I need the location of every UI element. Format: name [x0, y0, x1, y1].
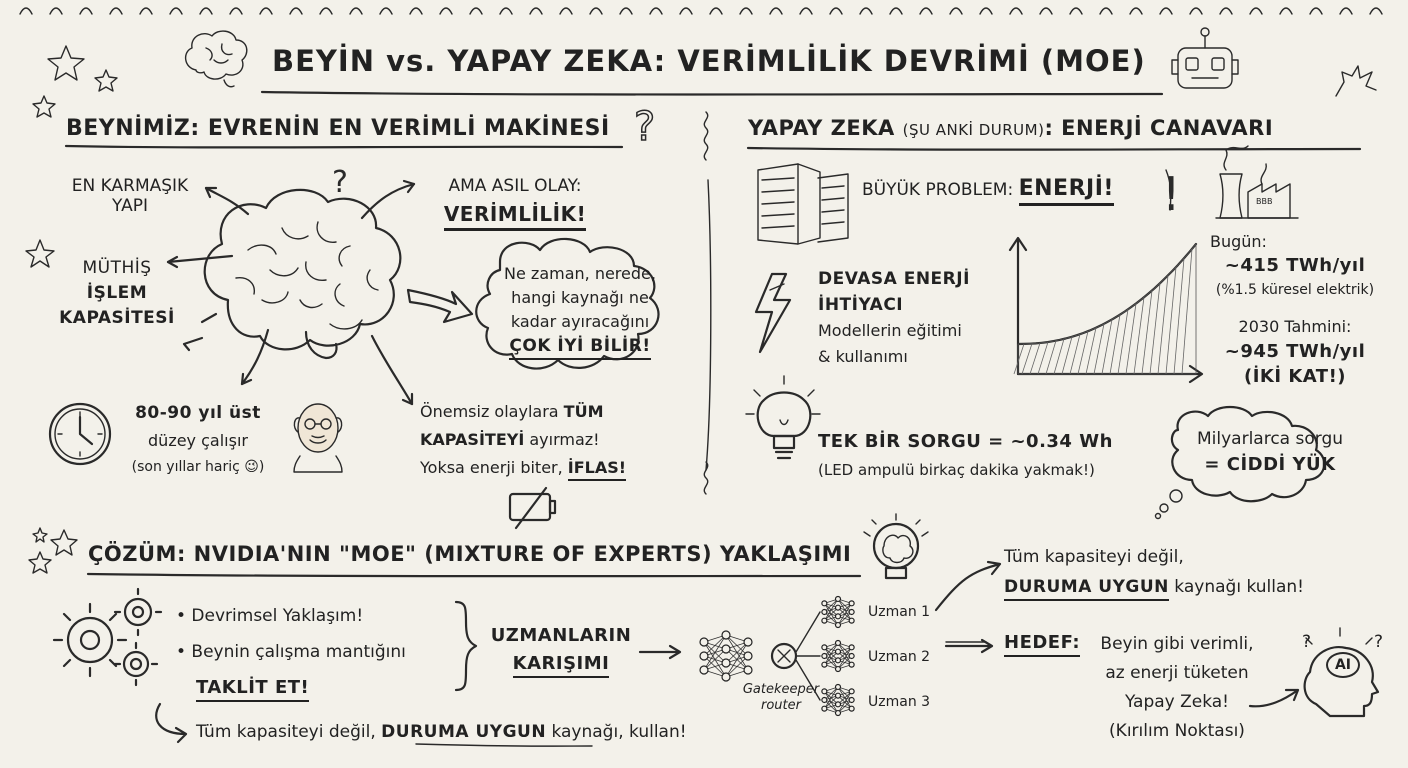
empty-battery-icon — [510, 488, 555, 528]
complex-structure-label — [58, 176, 202, 216]
cloud-line-3: kadar ayıracağını — [510, 312, 650, 331]
cloud-line-4 — [482, 334, 678, 358]
heading-underline — [748, 148, 1360, 150]
star-icon — [33, 96, 55, 117]
hatch-line — [1054, 339, 1064, 374]
arrow-icon — [408, 290, 472, 322]
power-plant-icon — [1216, 146, 1298, 218]
years-line-2: düzey çalışır — [148, 431, 248, 450]
star-icon — [51, 530, 77, 555]
unimportant-bold: TÜM — [563, 402, 604, 421]
bottom-bold: DURUMA UYGUN — [381, 722, 547, 742]
server-rack-icon — [758, 164, 848, 244]
star-icon — [26, 240, 54, 267]
expert-1-label: Uzman 1 — [868, 604, 931, 620]
bankrupt-keyword: İFLAS! — [568, 458, 626, 481]
expert-3-network-node — [849, 698, 854, 703]
question-mark-icon: ? — [332, 165, 348, 200]
today-label: Bugün: — [1210, 232, 1267, 251]
star-icon — [33, 528, 47, 542]
divider-squiggle — [704, 112, 707, 160]
goal-line-1: Beyin gibi verimli, — [1100, 634, 1254, 654]
expert-1-network-node — [849, 618, 854, 623]
bullet-1: • Devrimsel Yaklaşım! — [176, 606, 364, 626]
use-suitable-resource-label — [1004, 542, 1304, 602]
capacity-line-3: KAPASİTESİ — [59, 308, 175, 328]
main-network-node — [722, 673, 730, 681]
elderly-man-icon — [294, 404, 342, 472]
goal-keyword: HEDEF: — [1004, 632, 1080, 657]
growth-curve — [1018, 244, 1196, 344]
forecast-value: ~945 TWh/yıl — [1224, 341, 1366, 362]
exclamation-icon: ! — [1162, 167, 1181, 221]
expert-2-network-node — [836, 641, 841, 646]
use-line2-rest: kaynağı kullan! — [1168, 577, 1304, 597]
lightning-icon — [756, 274, 790, 352]
need-line-1: DEVASA ENERJİ — [818, 269, 970, 289]
efficiency-keyword: VERİMLİLİK! — [444, 202, 586, 231]
clock-icon — [50, 404, 110, 464]
bottom-rest: kaynağı, kullan! — [546, 722, 687, 742]
main-network-node — [744, 638, 752, 646]
cloud-line-2: hangi kaynağı ne — [511, 288, 649, 307]
star-icon — [48, 46, 84, 80]
gatekeeper-line-1: Gatekeeper — [742, 682, 820, 697]
main-network-node — [722, 631, 730, 639]
expert-networks — [822, 597, 854, 716]
main-network-node — [722, 645, 730, 653]
growth-fill — [1018, 244, 1196, 374]
expert-1-network-node — [836, 597, 841, 602]
star-icon — [29, 552, 51, 573]
heading-underline — [66, 146, 622, 147]
page-title: BEYİN vs. YAPAY ZEKA: VERİMLİLİK DEVRİMİ (MOE) — [272, 44, 1146, 78]
ai-section-heading — [748, 116, 1273, 140]
cloud-line-1: Ne zaman, nerede, — [504, 264, 656, 283]
today-note: (%1.5 küresel elektrik) — [1215, 282, 1375, 298]
solution-heading-part-2: NVIDIA'NIN "MOE" (MIXTURE OF EXPERTS) YAKLAŞIMI — [185, 542, 852, 566]
efficiency-line-1: AMA ASIL OLAY: — [448, 176, 582, 196]
growth-hatch — [1014, 249, 1192, 374]
brain-arrows — [168, 181, 414, 404]
cloud-text — [482, 262, 678, 358]
solution-heading — [88, 542, 851, 566]
question-mark-icon: ? — [634, 104, 656, 150]
arrow-icon — [640, 646, 680, 658]
question-mark-icon: ? — [1374, 632, 1384, 652]
expert-3-network-node — [849, 689, 854, 694]
arrow-icon — [936, 562, 1000, 610]
single-query-label — [818, 428, 1113, 484]
goal-text — [1082, 630, 1272, 746]
expert-3-network-node — [836, 693, 841, 698]
forecast-label: 2030 Tahmini: — [1238, 317, 1352, 336]
unimportant-events-label — [420, 398, 700, 482]
main-network-node — [744, 666, 752, 674]
cloud-emphasis: ÇOK İYİ BİLİR! — [509, 336, 650, 360]
problem-prefix: BÜYÜK PROBLEM: — [862, 180, 1019, 200]
main-network-node — [722, 659, 730, 667]
hatch-line — [1062, 337, 1072, 374]
forecast-note: (İKİ KAT!) — [1243, 366, 1347, 387]
complex-line-2: YAPI — [112, 196, 148, 216]
factory-label: BBB — [1256, 197, 1273, 206]
expert-2-network-node — [836, 667, 841, 672]
gatekeeper-line-2: router — [761, 698, 801, 713]
solution-bullets — [176, 598, 406, 706]
big-problem-label — [862, 176, 1114, 201]
years-line-1: 80-90 yıl üst — [135, 403, 261, 423]
mixture-line-1: UZMANLARIN — [490, 625, 632, 646]
capacity-line-2: İŞLEM — [86, 283, 148, 303]
title-underline — [262, 92, 1162, 95]
expert-2-network-node — [822, 662, 827, 667]
expert-3-network-node — [849, 706, 854, 711]
expert-1-network-node — [836, 614, 841, 619]
efficiency-line-2 — [420, 200, 610, 228]
hatch-line — [1038, 342, 1048, 374]
years-line-3: (son yıllar hariç 😉) — [131, 459, 265, 475]
solution-heading-part-1: ÇÖZÜM: — [88, 542, 186, 566]
hatch-line — [1022, 344, 1032, 374]
mixture-line-2: KARIŞIMI — [513, 653, 610, 678]
goal-label — [1004, 632, 1080, 653]
heading-underline — [88, 574, 860, 576]
billions-line-2: = CİDDİ YÜK — [1204, 454, 1336, 475]
gatekeeper-label — [736, 682, 826, 714]
unimportant-prefix: Önemsiz olaylara — [420, 402, 564, 421]
use-line-1: Tüm kapasiteyi değil, — [1004, 547, 1184, 567]
forecast-consumption — [1196, 314, 1394, 389]
today-consumption — [1196, 230, 1394, 302]
bracket — [456, 602, 476, 690]
complex-line-1: EN KARMAŞIK — [71, 176, 189, 196]
expert-1-network-node — [836, 605, 841, 610]
goal-line-4: (Kırılım Noktası) — [1109, 721, 1245, 741]
bottom-note — [196, 722, 687, 742]
expert-1-network-node — [849, 601, 854, 606]
energy-need-label — [818, 266, 1008, 370]
unimportant-line2-bold: KAPASİTEYİ — [420, 430, 525, 449]
unimportant-line2-rest: ayırmaz! — [524, 430, 600, 449]
main-network-node — [744, 652, 752, 660]
star-icon — [95, 70, 117, 91]
ai-badge: AI — [1326, 652, 1360, 678]
energy-growth-chart — [1010, 238, 1202, 382]
energy-keyword: ENERJİ! — [1019, 176, 1114, 206]
goal-line-3: Yapay Zeka! — [1124, 692, 1230, 712]
expert-2-network-node — [822, 645, 827, 650]
underline — [416, 744, 592, 746]
bottom-prefix: Tüm kapasiteyi değil, — [196, 722, 382, 742]
ai-heading-part-1: YAPAY ZEKA — [748, 116, 895, 140]
mixture-of-experts-label — [486, 622, 636, 678]
brain-section-heading: BEYNİMİZ: EVRENİN EN VERİMLİ MAKİNESİ — [66, 116, 610, 141]
robot-icon — [1172, 28, 1238, 88]
billions-cloud-text — [1180, 426, 1360, 478]
divider-line — [706, 180, 711, 470]
expert-1-network-node — [822, 618, 827, 623]
question-mark-icon: ? — [1302, 632, 1312, 652]
arrow-icon — [156, 704, 186, 742]
expert-2-network-node — [849, 662, 854, 667]
expert-2-network-node — [822, 654, 827, 659]
main-network-node — [700, 666, 708, 674]
expert-2-network-node — [836, 658, 841, 663]
expert-1-network-node — [849, 610, 854, 615]
hatch-line — [1046, 341, 1056, 374]
spiral-binding — [20, 8, 1382, 14]
expert-1-network-node — [822, 610, 827, 615]
light-bulb-icon — [746, 376, 820, 458]
expert-2-network-node — [849, 654, 854, 659]
capacity-line-1: MÜTHİŞ — [82, 258, 152, 278]
expert-2-label: Uzman 2 — [868, 649, 931, 665]
expert-1-network-node — [822, 601, 827, 606]
hatch-line — [1030, 343, 1040, 374]
use-line2-bold: DURUMA UYGUN — [1004, 577, 1169, 601]
main-network-node — [700, 652, 708, 660]
today-value: ~415 TWh/yıl — [1224, 255, 1366, 276]
expert-2-network-node — [849, 645, 854, 650]
need-line-2: İHTİYACI — [818, 295, 904, 315]
need-line-3: Modellerin eğitimi — [818, 321, 962, 340]
goal-line-2: az enerji tüketen — [1105, 663, 1249, 683]
processing-capacity-label — [52, 256, 182, 331]
lifetime-label — [118, 400, 278, 481]
imitate-keyword: TAKLİT ET! — [196, 677, 309, 702]
burst-icon — [1336, 66, 1376, 96]
brain-icon — [205, 190, 401, 358]
expert-3-network-node — [836, 702, 841, 707]
query-line-1: TEK BİR SORGU = ~0.34 Wh — [818, 431, 1113, 452]
bullet-2: • Beynin çalışma mantığını — [176, 642, 406, 662]
expert-3-network-node — [836, 685, 841, 690]
billions-line-1: Milyarlarca sorgu — [1196, 429, 1344, 449]
gears-icon — [54, 589, 161, 685]
expert-2-network-node — [836, 649, 841, 654]
expert-3-label: Uzman 3 — [868, 694, 931, 710]
expert-1-network-node — [836, 623, 841, 628]
main-network-node — [700, 638, 708, 646]
ai-heading-part-2: (ŞU ANKİ DURUM) — [902, 121, 1045, 139]
unimportant-line3-prefix: Yoksa enerji biter, — [420, 458, 568, 477]
efficiency-label — [420, 172, 610, 228]
ai-heading-part-3: : ENERJİ CANAVARI — [1044, 116, 1274, 140]
expert-3-network-node — [836, 711, 841, 716]
brain-icon — [186, 31, 247, 87]
query-line-2: (LED ampulü birkaç dakika yakmak!) — [818, 461, 1095, 479]
need-line-4: & kullanımı — [818, 347, 908, 366]
brain-bulb-icon — [864, 514, 928, 578]
